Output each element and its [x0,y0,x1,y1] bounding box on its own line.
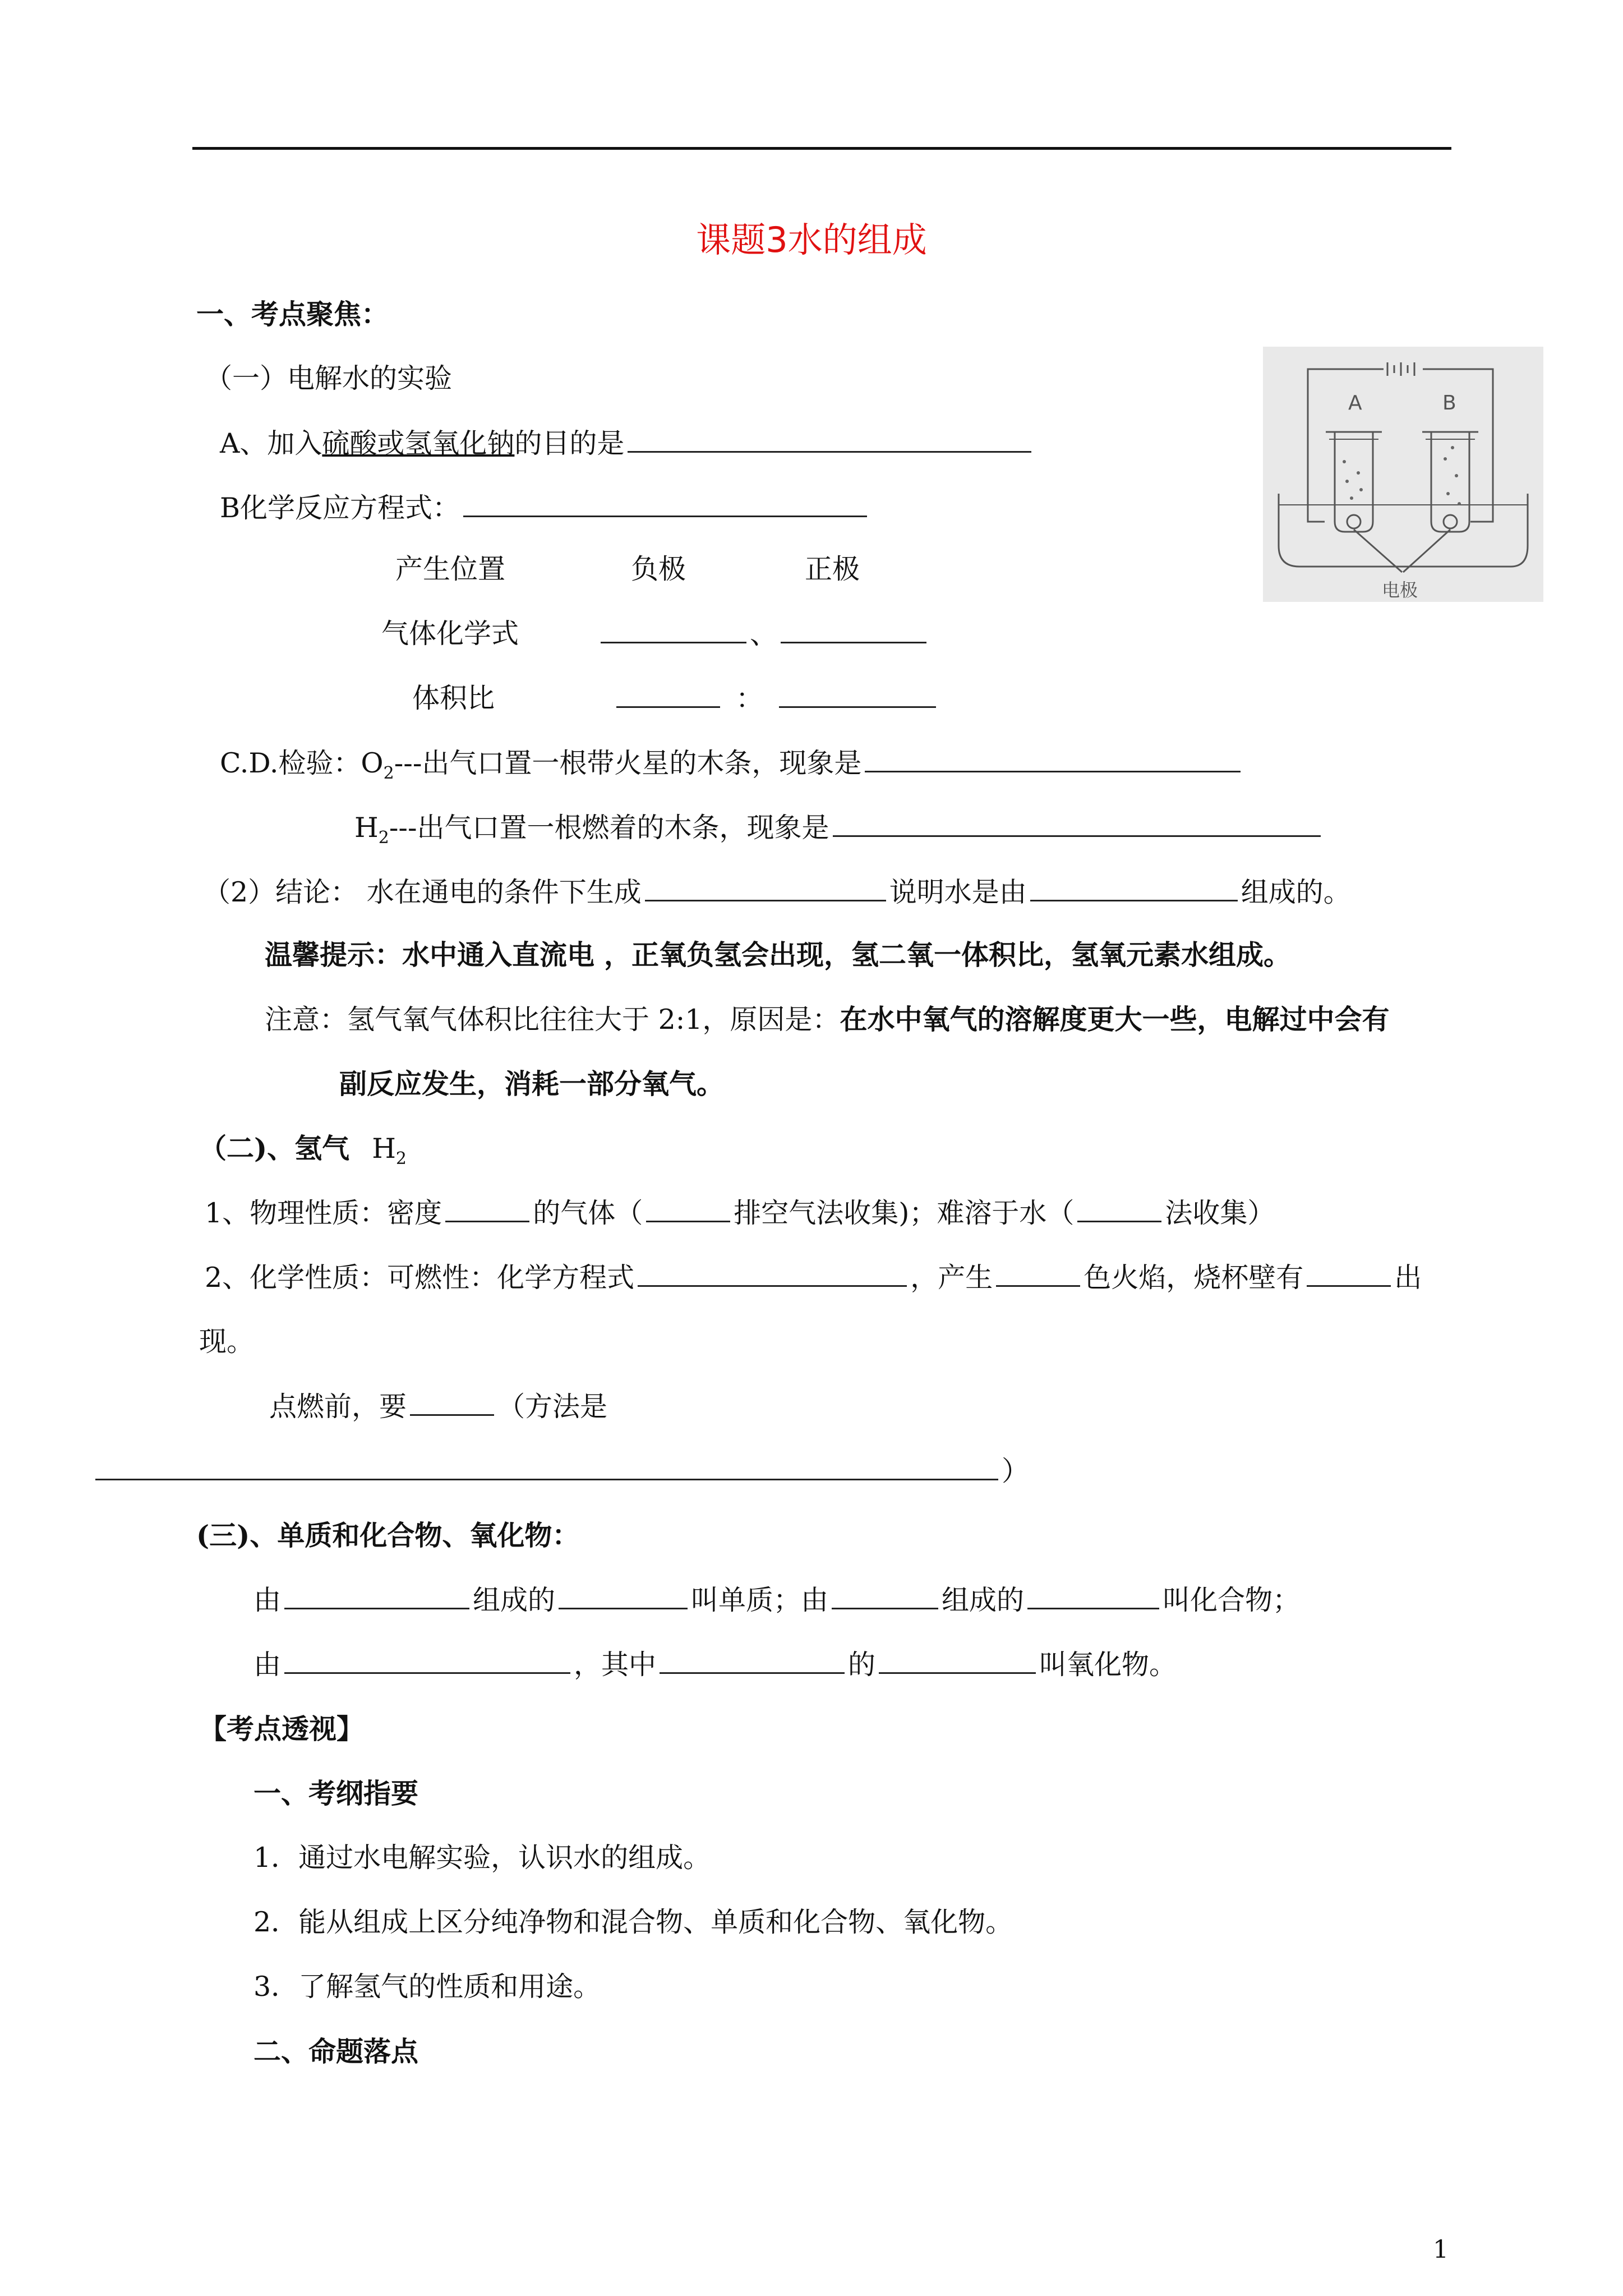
section-heading-focus: 一、考点聚焦： [196,298,389,330]
question-b: B化学反应方程式： [220,491,870,525]
answer-blank[interactable] [646,1196,730,1222]
answer-blank[interactable] [879,1648,1036,1674]
answer-blank[interactable] [865,746,1241,772]
table-row-volume: 体积比 ： [412,682,495,715]
answer-blank[interactable] [1030,875,1238,901]
heading-perspective: 【考点透视】 [199,1713,365,1745]
note-line-1: 注意：氢气氧气体积比往往大于 2:1，原因是：在水中氧气的溶解度更大一些，电解过中会有 [265,1003,1390,1036]
conclusion: （2）结论： 水在通电的条件下生成 说明水是由 组成的。 [203,876,1351,908]
answer-blank[interactable] [779,682,936,708]
answer-blank[interactable] [1307,1260,1391,1287]
answer-blank[interactable] [628,426,1031,453]
answer-blank[interactable] [95,1454,998,1480]
question-cd-oxygen: C.D.检验：$O_2---$出气口置一根带火星的木条，现象是 [220,746,1244,790]
oxide-def: 由 ，其中 的 叫氧化物。 [253,1649,1177,1681]
answer-blank[interactable] [638,1260,907,1287]
element-compound-def: 由 组成的 叫单质；由 组成的 叫化合物； [253,1584,1301,1616]
table-row-position: 产生位置 负极 正极 [395,553,860,585]
heading-outline: 一、考纲指要 [253,1777,419,1810]
warm-tip: 温馨提示：水中通入直流电 ，正氧负氢会出现，氢二氧一体积比，氢氧元素水组成。 [265,938,1292,971]
physical-properties: 1、物理性质：密度 的气体（ 排空气法收集)；难溶于水（ 法收集） [205,1197,1275,1229]
answer-blank[interactable] [601,617,746,643]
method-line: ） [95,1454,1029,1488]
note-line-2: 副反应发生，消耗一部分氧气。 [339,1068,725,1100]
page-number: 1 [1433,2235,1449,2264]
answer-blank[interactable] [645,875,886,901]
electrode-label: 电极 [1382,579,1418,601]
subheading-hydrogen: （二)、氢气 $H_2$ [199,1132,407,1168]
outline-item: 3．了解氢气的性质和用途。 [253,1971,601,2003]
answer-blank[interactable] [284,1583,469,1609]
answer-blank[interactable] [463,491,867,517]
outline-item: 2．能从组成上区分纯净物和混合物、单质和化合物、氧化物。 [253,1906,1013,1938]
subheading-substances: (三)、单质和化合物、氧化物： [196,1519,580,1552]
outline-item: 1．通过水电解实验，认识水的组成。 [253,1842,711,1874]
chemical-properties-cont: 现。 [199,1326,255,1358]
answer-blank[interactable] [833,811,1321,837]
answer-blank[interactable] [660,1648,845,1674]
answer-blank[interactable] [559,1583,688,1609]
tube-a-label: A [1348,392,1362,415]
subheading-electrolysis: （一）电解水的实验 [205,362,453,394]
tube-b-label: B [1442,392,1456,415]
answer-blank[interactable] [410,1389,494,1416]
answer-blank[interactable] [996,1260,1080,1287]
answer-blank[interactable] [781,617,926,643]
answer-blank[interactable] [616,682,720,708]
answer-blank[interactable] [832,1583,938,1609]
question-cd-hydrogen: $H_2---$出气口置一根燃着的木条，现象是 [354,811,1324,855]
table-row-gas: 气体化学式 、 [381,617,519,651]
answer-blank[interactable] [445,1196,529,1222]
answer-blank[interactable] [1077,1196,1161,1222]
answer-blank[interactable] [284,1648,570,1674]
answer-blank[interactable] [1027,1583,1159,1609]
header-rule [192,147,1451,150]
page-title: 课题3水的组成 [696,219,927,260]
electrolysis-apparatus-figure [1263,347,1543,602]
question-a: A、加入硫酸或氢氧化钠的目的是 [220,426,1035,461]
chemical-properties: 2、化学性质：可燃性：化学方程式 ，产生 色火焰，烧杯壁有 出 [205,1262,1422,1294]
before-ignition: 点燃前，要 （方法是 [269,1391,608,1423]
heading-exam-points: 二、命题落点 [253,2035,419,2068]
